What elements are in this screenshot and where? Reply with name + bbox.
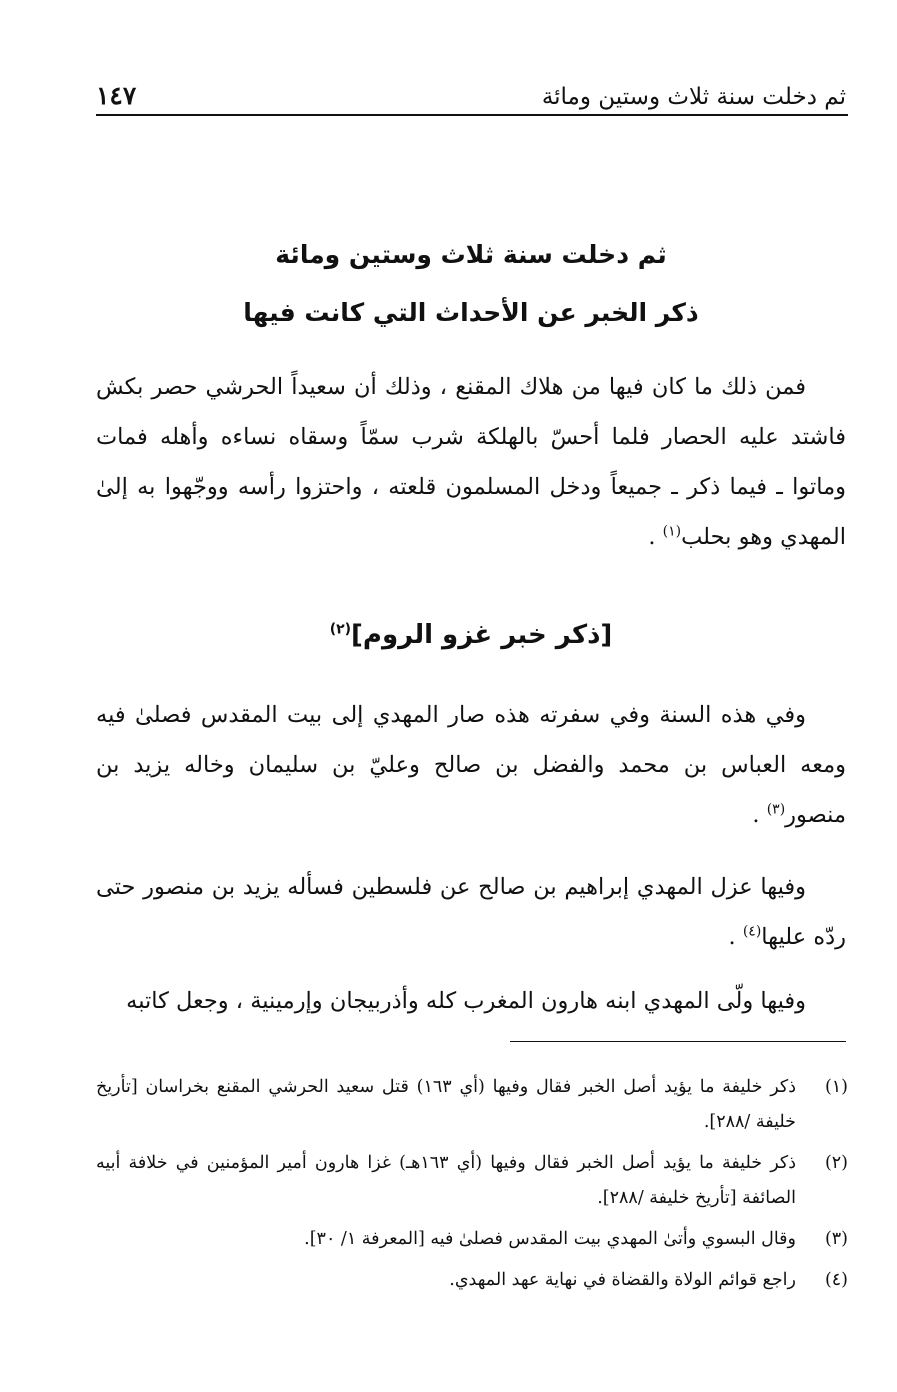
- footnote-ref: (٤): [742, 923, 762, 940]
- paragraph-muqanna: [96, 362, 846, 562]
- paragraph-end: .: [752, 802, 767, 828]
- running-title: ثم دخلت سنة ثلاث وستين ومائة: [541, 84, 846, 110]
- header-rule: [96, 114, 848, 116]
- footnote-3: [96, 1222, 848, 1257]
- footnote-text: ذكر خليفة ما يؤيد أصل الخبر فقال وفيها (أي ١٦٣هـ) غزا هارون أمير المؤمنين في خلافة أبيه الصائفة [تأريخ خليفة /٢٨٨].: [96, 1153, 796, 1208]
- paragraph-text: فمن ذلك ما كان فيها من هلاك المقنع ، وذلك أن سعيداً الحرشي حصر بكش فاشتد عليه الحصار فلما أحسّ بالهلكة شرب سمّاً وسقاه نساءه وأهله فمات وماتوا ـ فيما ذكر ـ جميعاً ودخل المسلمون قلعته ، واحتزوا رأسه ووجّهوا به إلىٰ المهدي وهو بحلب: [96, 374, 846, 550]
- footnote-2: [96, 1146, 848, 1216]
- paragraph-text: وفي هذه السنة وفي سفرته هذه صار المهدي إلى بيت المقدس فصلىٰ فيه ومعه العباس بن محمد والفضل بن صالح وعليّ بن سليمان وخاله يزيد بن منصور: [96, 702, 846, 828]
- footnote-ref: (٢): [329, 621, 352, 638]
- paragraph-end: .: [648, 524, 663, 550]
- paragraph-harun: [96, 976, 846, 1026]
- footnote-number: (٢): [824, 1153, 848, 1173]
- running-header: [96, 66, 846, 110]
- year-heading: ثم دخلت سنة ثلاث وستين ومائة: [275, 240, 667, 269]
- footnote-rule: [510, 1041, 846, 1042]
- rum-heading: [96, 620, 846, 650]
- page-number: ١٤٧: [96, 81, 137, 110]
- events-heading: ذكر الخبر عن الأحداث التي كانت فيها: [243, 298, 699, 327]
- paragraph-jerusalem: [96, 690, 846, 840]
- footnote-ref: (١): [662, 523, 682, 540]
- paragraph-end: .: [728, 924, 743, 950]
- paragraph-text: وفيها ولّى المهدي ابنه هارون المغرب كله وأذربيجان وإرمينية ، وجعل كاتبه: [126, 988, 806, 1014]
- footnote-text: وقال البسوي وأتىٰ المهدي بيت المقدس فصلىٰ فيه [المعرفة ١/ ٣٠].: [304, 1229, 796, 1249]
- footnotes: [96, 1070, 848, 1304]
- footnote-ref: (٣): [766, 801, 786, 818]
- footnote-number: (٣): [824, 1229, 848, 1249]
- footnote-text: راجع قوائم الولاة والقضاة في نهاية عهد المهدي.: [449, 1270, 796, 1290]
- rum-heading-text: [ذكر خبر غزو الروم]: [351, 620, 613, 650]
- paragraph-text: وفيها عزل المهدي إبراهيم بن صالح عن فلسطين فسأله يزيد بن منصور حتى ردّه عليها: [96, 874, 846, 950]
- footnote-number: (٤): [824, 1270, 848, 1290]
- footnote-text: ذكر خليفة ما يؤيد أصل الخبر فقال وفيها (أي ١٦٣) قتل سعيد الحرشي المقنع بخراسان [تأريخ خليفة /٢٨٨].: [96, 1077, 796, 1132]
- footnote-1: [96, 1070, 848, 1140]
- footnote-number: (١): [824, 1077, 848, 1097]
- footnote-4: [96, 1263, 848, 1298]
- paragraph-palestine: [96, 862, 846, 962]
